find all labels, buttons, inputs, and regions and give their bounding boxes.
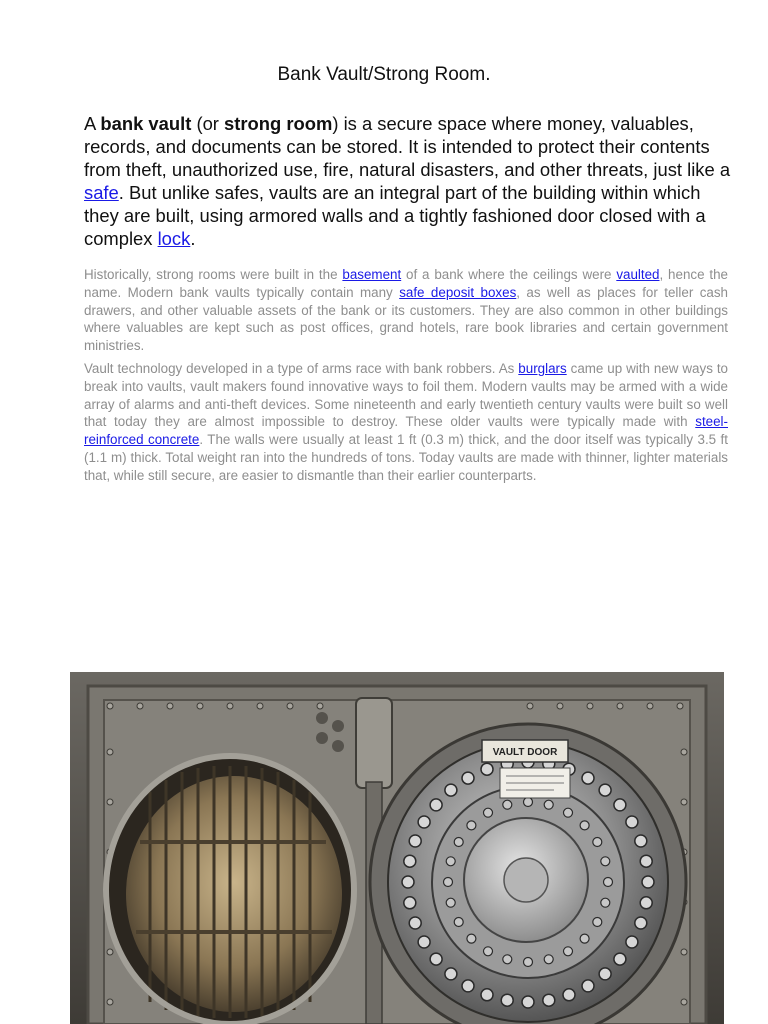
door-bolt bbox=[404, 855, 416, 867]
door-bolt bbox=[614, 799, 626, 811]
intro-paragraph bbox=[84, 112, 734, 250]
door-bolt bbox=[593, 918, 602, 927]
door-bolt bbox=[484, 947, 493, 956]
door-bolt bbox=[582, 772, 594, 784]
body-text: came up with new ways to break into vaults, vault makers found innovative ways to foil them. Modern vaults may be armed with a wide array of alarms and anti-theft devices. Some nineteenth and early twentieth century vaults were built so well that today they are almost impossible to destroy. These older vaults were typically made with bbox=[84, 361, 728, 430]
door-bolt bbox=[524, 958, 533, 967]
hinge-block bbox=[356, 698, 392, 788]
door-bolt bbox=[454, 918, 463, 927]
technology-paragraph bbox=[84, 360, 728, 485]
door-bolt bbox=[599, 968, 611, 980]
link-basement[interactable]: basement bbox=[342, 267, 402, 282]
door-bolt bbox=[640, 855, 652, 867]
body-text: of a bank where the ceilings were bbox=[401, 267, 617, 282]
vault-door-photo bbox=[70, 672, 724, 1024]
door-bolt bbox=[580, 934, 589, 943]
door-bolt bbox=[522, 996, 534, 1008]
door-bolt bbox=[402, 876, 414, 888]
door-bolt bbox=[481, 763, 493, 775]
door-bolt bbox=[444, 878, 453, 887]
link-burglars[interactable]: burglars bbox=[518, 361, 567, 376]
door-bolt bbox=[503, 955, 512, 964]
door-bolt bbox=[404, 897, 416, 909]
history-paragraph bbox=[84, 266, 728, 355]
door-bolt bbox=[454, 838, 463, 847]
door-bolt bbox=[503, 800, 512, 809]
door-bolt bbox=[430, 953, 442, 965]
body-text: , as well as places for teller cash drawers, and other valuable assets of the bank or its customers. They are also common in other buildings where valuables are kept such as post offices, grand hotels, rare book libraries and certain government ministries. bbox=[84, 284, 728, 354]
intro-text: (or bbox=[191, 113, 225, 134]
door-bolt bbox=[418, 816, 430, 828]
door-bolt bbox=[544, 955, 553, 964]
door-bolt bbox=[601, 898, 610, 907]
door-bolt bbox=[445, 968, 457, 980]
door-bolt bbox=[484, 808, 493, 817]
intro-text: . bbox=[190, 228, 196, 249]
door-bolt bbox=[564, 947, 573, 956]
body-text: Vault technology developed in a type of arms race with bank robbers. As bbox=[84, 361, 519, 376]
door-bolt bbox=[642, 876, 654, 888]
door-bolt bbox=[430, 799, 442, 811]
door-bolt bbox=[446, 857, 455, 866]
door-bolt bbox=[580, 821, 589, 830]
door-bolt bbox=[635, 917, 647, 929]
door-plate-label: VAULT DOOR bbox=[492, 747, 558, 758]
link-safe-deposit-boxes[interactable]: safe deposit boxes bbox=[399, 284, 517, 300]
door-bolt bbox=[524, 798, 533, 807]
door-bolt bbox=[418, 936, 430, 948]
door-bolt bbox=[543, 994, 555, 1006]
door-bolt bbox=[544, 800, 553, 809]
door-bolt bbox=[635, 835, 647, 847]
body-text: . The walls were usually at least 1 ft (0.3 m) thick, and the door itself was typically 3.5 ft (1.1 m) thick. Total weight ran into the hundreds of tons. Today vaults are made with thinner, lighter materials that, while still secure, are easier to dismantle than their earlier counterparts. bbox=[84, 432, 728, 483]
link-safe[interactable]: safe bbox=[84, 182, 119, 203]
link-vaulted[interactable]: vaulted bbox=[616, 267, 660, 282]
door-bolt bbox=[601, 857, 610, 866]
door-bolt bbox=[446, 898, 455, 907]
intro-text: ) is a secure space where money, valuables, records, and documents can be stored. It is intended to protect their contents from theft, unauthorized use, fire, natural disasters, and other threats, just like a bbox=[84, 113, 731, 180]
page-title: Bank Vault/Strong Room. bbox=[277, 64, 491, 85]
door-bolt bbox=[599, 784, 611, 796]
door-bolt bbox=[462, 980, 474, 992]
intro-text: . But unlike safes, vaults are an integral part of the building within which they are built, using armored walls and a tightly fashioned door closed with a complex bbox=[84, 182, 706, 249]
door-bolt bbox=[467, 821, 476, 830]
door-bolt bbox=[501, 994, 513, 1006]
link-steel-reinforced-concrete[interactable]: steel-reinforced concrete bbox=[84, 414, 728, 448]
door-bolt bbox=[593, 838, 602, 847]
body-text: , hence the name. Modern bank vaults typically contain many bbox=[84, 267, 728, 300]
door-bolt bbox=[614, 953, 626, 965]
link-lock[interactable]: lock bbox=[157, 228, 191, 249]
door-bolt bbox=[409, 917, 421, 929]
door-bolt bbox=[563, 989, 575, 1001]
term-strong-room: strong room bbox=[224, 113, 333, 134]
door-bolt bbox=[626, 816, 638, 828]
hub-center bbox=[504, 858, 548, 902]
door-bolt bbox=[564, 808, 573, 817]
door-bolt bbox=[626, 936, 638, 948]
door-bolt bbox=[467, 934, 476, 943]
door-bolt bbox=[604, 878, 613, 887]
intro-text: A bbox=[84, 113, 101, 134]
door-bolt bbox=[409, 835, 421, 847]
door-bolt bbox=[462, 772, 474, 784]
vault-door-image bbox=[70, 672, 724, 1024]
door-bolt bbox=[481, 989, 493, 1001]
door-bolt bbox=[445, 784, 457, 796]
door-bolt bbox=[640, 897, 652, 909]
body-text: Historically, strong rooms were built in the bbox=[84, 267, 343, 282]
term-bank-vault: bank vault bbox=[100, 113, 192, 134]
door-bolt bbox=[582, 980, 594, 992]
